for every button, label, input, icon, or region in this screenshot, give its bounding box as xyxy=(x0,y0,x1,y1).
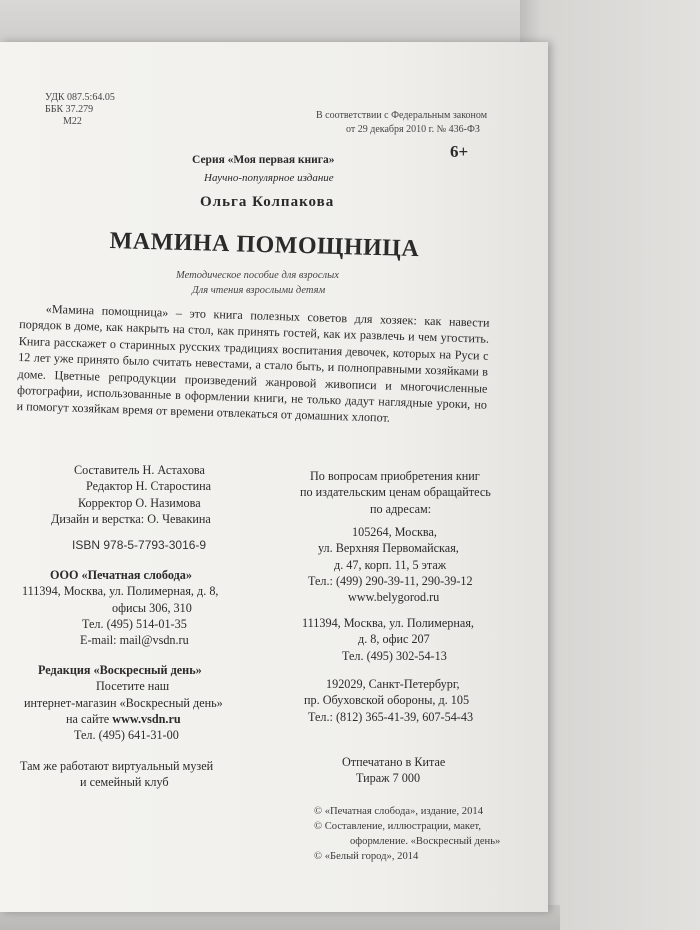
purchase-line-2: по издательским ценам обращайтесь xyxy=(300,485,491,500)
credits-block xyxy=(30,462,211,527)
subtitle-line-1: Методическое пособие для взрослых xyxy=(176,270,339,281)
editorial-phone: Тел. (495) 641-31-00 xyxy=(74,728,179,743)
publisher-phone: Тел. (495) 514-01-35 xyxy=(82,616,187,631)
udk: УДК 087.5:64.05 xyxy=(45,92,115,103)
purchase-line-1: По вопросам приобретения книг xyxy=(310,469,480,483)
museum-line-1: Там же работают виртуальный музей xyxy=(20,759,214,773)
annotation-paragraph xyxy=(16,300,489,430)
copyright-line-3: оформление. «Воскресный день» xyxy=(350,836,501,847)
address-a-line-1: 105264, Москва, xyxy=(352,525,437,539)
author: Ольга Колпакова xyxy=(200,194,335,210)
address-a-line-3: д. 47, корп. 11, 5 этаж xyxy=(334,557,447,572)
editorial-site-line: на сайте www.vsdn.ru xyxy=(66,711,181,726)
print-line-1: Отпечатано в Китае xyxy=(342,755,446,769)
series-label: Серия «Моя первая книга» xyxy=(192,154,335,166)
purchase-line-3: по адресам: xyxy=(370,501,432,516)
isbn: ISBN 978-5-7793-3016-9 xyxy=(72,538,207,552)
editorial-name: Редакция «Воскресный день» xyxy=(38,663,202,677)
address-c-phone: Тел.: (812) 365-41-39, 607-54-43 xyxy=(308,709,474,724)
annotation-text: «Мамина помощница» – это книга полезных советов для хозяек: как навести порядок в доме, как накрыть на стол, как принять гостей, как их развлечь и чем угостить. Книга расскажет о старинных русских традициях воспитания девочек, которых на Руси с 12 лет уже принято было считать невестами, а стало быть, и полноправными хозяйками в доме. Цветные репродукции произведений жанровой живописи и многочисленные фотографии, использованные в оформлении книги, не только дадут наглядные уроки, но и помогут хозяйкам время от времени отвлекаться от домашних хлопот. xyxy=(16,301,490,426)
credit-design: Дизайн и верстка: О. Чевакина xyxy=(51,511,211,526)
book-title: МАМИНА ПОМОЩНИЦА xyxy=(109,228,420,263)
address-a-site[interactable]: www.belygorod.ru xyxy=(348,590,440,605)
credit-proofreader: Корректор О. Назимова xyxy=(78,495,201,510)
address-c-block xyxy=(302,676,473,725)
museum-line-2: и семейный клуб xyxy=(80,775,169,790)
copyright-line-4: © «Белый город», 2014 xyxy=(314,851,419,862)
address-b-line-2: д. 8, офис 207 xyxy=(358,632,430,647)
editorial-block xyxy=(22,662,223,743)
age-rating: 6+ xyxy=(450,142,469,161)
subtitle-line-2: Для чтения взрослыми детям xyxy=(192,285,326,296)
law-line-1: В соответствии с Федеральным законом xyxy=(316,110,488,121)
address-b-phone: Тел. (495) 302-54-13 xyxy=(342,648,447,663)
publisher-address-1: 111394, Москва, ул. Полимерная, д. 8, xyxy=(22,584,219,599)
edition-type: Научно-популярное издание xyxy=(204,172,334,184)
editorial-site-link[interactable]: www.vsdn.ru xyxy=(112,711,181,726)
print-block xyxy=(342,754,445,787)
address-a-block xyxy=(302,524,473,605)
address-a-line-2: ул. Верхняя Первомайская, xyxy=(318,541,459,556)
credit-compiler: Составитель Н. Астахова xyxy=(74,463,205,477)
publisher-name: ООО «Печатная слобода» xyxy=(50,568,192,582)
address-a-phone: Тел.: (499) 290-39-11, 290-39-12 xyxy=(308,573,473,588)
editorial-line-2: интернет-магазин «Воскресный день» xyxy=(24,695,223,710)
publisher-block xyxy=(22,567,218,648)
book-page xyxy=(0,42,548,912)
credit-editor: Редактор Н. Старостина xyxy=(86,479,212,494)
editorial-line-1: Посетите наш xyxy=(96,679,170,694)
catalog-code: М22 xyxy=(63,116,82,127)
address-c-line-2: пр. Обуховской обороны, д. 105 xyxy=(304,693,470,708)
address-c-line-1: 192029, Санкт-Петербург, xyxy=(326,677,460,691)
copyright-line-1: © «Печатная слобода», издание, 2014 xyxy=(314,806,483,817)
bbk: ББК 37.279 xyxy=(45,104,94,115)
print-run: Тираж 7 000 xyxy=(356,771,421,786)
publisher-email: E-mail: mail@vsdn.ru xyxy=(80,633,189,648)
museum-block xyxy=(20,758,213,791)
copyright-block xyxy=(314,804,500,864)
address-b-line-1: 111394, Москва, ул. Полимерная, xyxy=(302,616,474,630)
purchase-block xyxy=(300,468,491,517)
publisher-address-2: офисы 306, 310 xyxy=(112,600,192,615)
copyright-line-2: © Составление, иллюстрации, макет, xyxy=(314,821,481,832)
law-line-2: от 29 декабря 2010 г. № 436-ФЗ xyxy=(346,124,480,135)
address-b-block xyxy=(302,615,474,664)
